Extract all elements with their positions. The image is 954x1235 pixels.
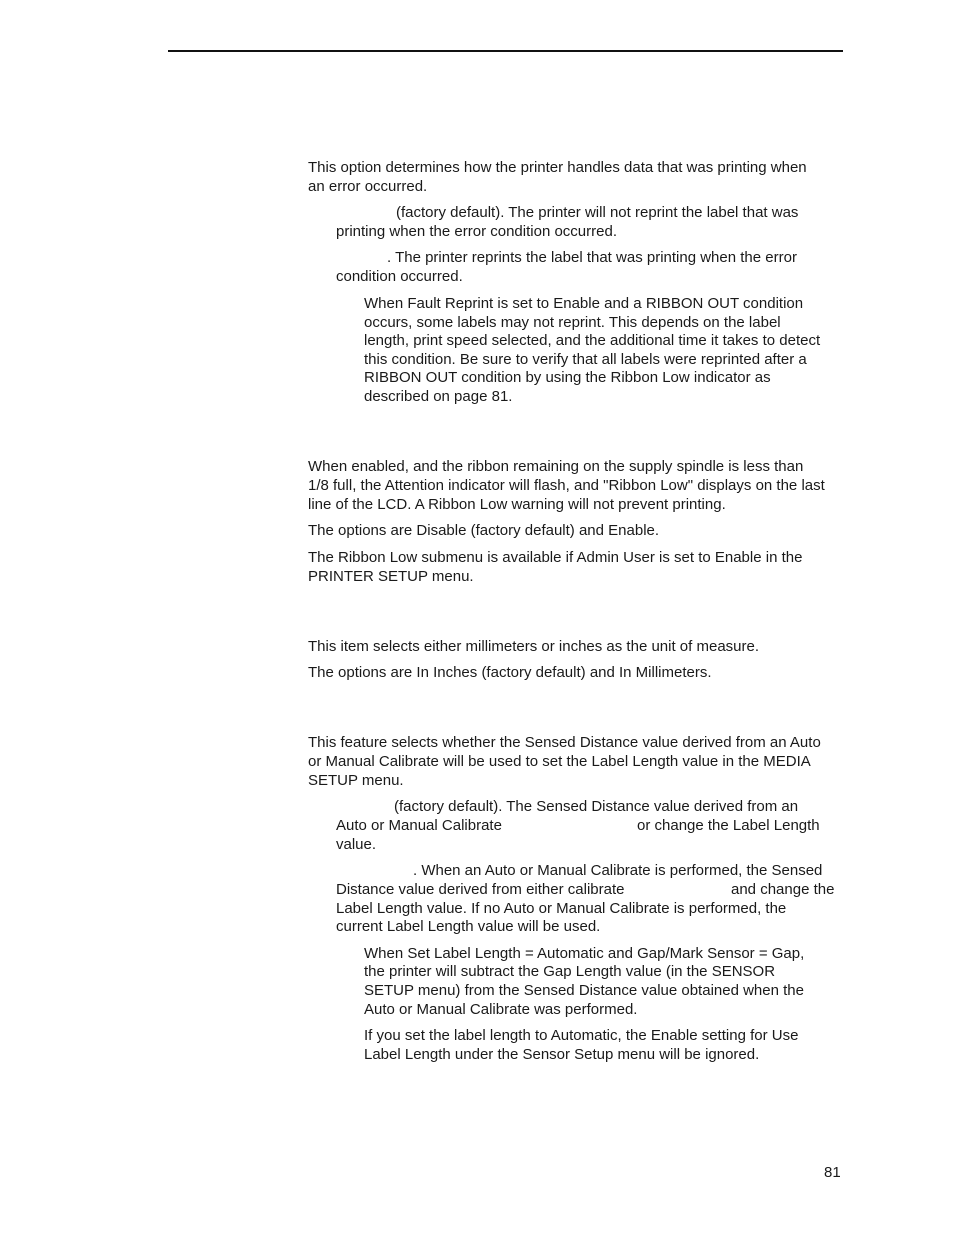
ribbon-low-desc-line-2: 1/8 full, the Attention indicator will flash, and "Ribbon Low" displays on the last xyxy=(308,477,825,494)
fault-reprint-intro-line-2: an error occurred. xyxy=(308,178,428,195)
fault-reprint-enable-line-1: . The printer reprints the label that was printing when the error xyxy=(387,249,797,266)
ribbon-low-availability-line-1: The Ribbon Low submenu is available if Admin User is set to Enable in the xyxy=(308,549,803,566)
ribbon-low-options: The options are Disable (factory default) and Enable. xyxy=(308,522,660,539)
ribbon-low-desc-line-1: When enabled, and the ribbon remaining on the supply spindle is less than xyxy=(308,458,804,475)
label-length-automatic-line-3: Label Length value. If no Auto or Manual Calibrate is performed, the xyxy=(336,900,787,917)
fault-reprint-note-line-1: When Fault Reprint is set to Enable and a RIBBON OUT condition xyxy=(364,295,804,312)
label-length-desc-line-2: or Manual Calibrate will be used to set the Label Length value in the MEDIA xyxy=(308,753,811,770)
label-length-note2-line-2: Label Length under the Sensor Setup menu will be ignored. xyxy=(364,1046,760,1063)
label-length-manual-line-2b: or change the Label Length xyxy=(637,817,820,834)
fault-reprint-intro-line-1: This option determines how the printer handles data that was printing when xyxy=(308,159,807,176)
label-length-manual-line-1: (factory default). The Sensed Distance value derived from an xyxy=(394,798,799,815)
fault-reprint-note-line-4: this condition. Be sure to verify that all labels were reprinted after a xyxy=(364,351,807,368)
fault-reprint-note-line-3: length, print speed selected, and the additional time it takes to detect xyxy=(364,332,821,349)
ribbon-low-desc-line-3: line of the LCD. A Ribbon Low warning will not prevent printing. xyxy=(308,496,726,513)
fault-reprint-note-line-6: described on page 81. xyxy=(364,388,513,405)
label-length-automatic-line-2b: and change the xyxy=(731,881,835,898)
label-length-note1-line-3: SETUP menu) from the Sensed Distance value obtained when the xyxy=(364,982,804,999)
header-rule xyxy=(168,50,843,52)
label-length-automatic-line-2a: Distance value derived from either calibrate xyxy=(336,881,625,898)
page-number: 81 xyxy=(824,1164,841,1181)
label-length-automatic-line-4: current Label Length value will be used. xyxy=(336,918,601,935)
label-length-manual-line-3: value. xyxy=(336,836,377,853)
label-length-note2-line-1: If you set the label length to Automatic, the Enable setting for Use xyxy=(364,1027,799,1044)
label-length-desc-line-3: SETUP menu. xyxy=(308,772,404,789)
label-length-automatic-line-1: . When an Auto or Manual Calibrate is performed, the Sensed xyxy=(413,862,823,879)
fault-reprint-note-line-2: occurs, some labels may not reprint. This depends on the label xyxy=(364,314,781,331)
label-length-desc-line-1: This feature selects whether the Sensed Distance value derived from an Auto xyxy=(308,734,821,751)
fault-reprint-note-line-5: RIBBON OUT condition by using the Ribbon Low indicator as xyxy=(364,369,771,386)
fault-reprint-disable-line-2: printing when the error condition occurred. xyxy=(336,223,617,240)
fault-reprint-disable-line-1: (factory default). The printer will not reprint the label that was xyxy=(396,204,799,221)
label-length-manual-line-2a: Auto or Manual Calibrate xyxy=(336,817,502,834)
ribbon-low-availability-line-2: PRINTER SETUP menu. xyxy=(308,568,474,585)
units-description: This item selects either millimeters or inches as the unit of measure. xyxy=(308,638,760,655)
fault-reprint-enable-line-2: condition occurred. xyxy=(336,268,463,285)
units-options: The options are In Inches (factory default) and In Millimeters. xyxy=(308,664,712,681)
label-length-note1-line-1: When Set Label Length = Automatic and Gap/Mark Sensor = Gap, xyxy=(364,945,805,962)
label-length-note1-line-2: the printer will subtract the Gap Length value (in the SENSOR xyxy=(364,963,776,980)
label-length-note1-line-4: Auto or Manual Calibrate was performed. xyxy=(364,1001,638,1018)
